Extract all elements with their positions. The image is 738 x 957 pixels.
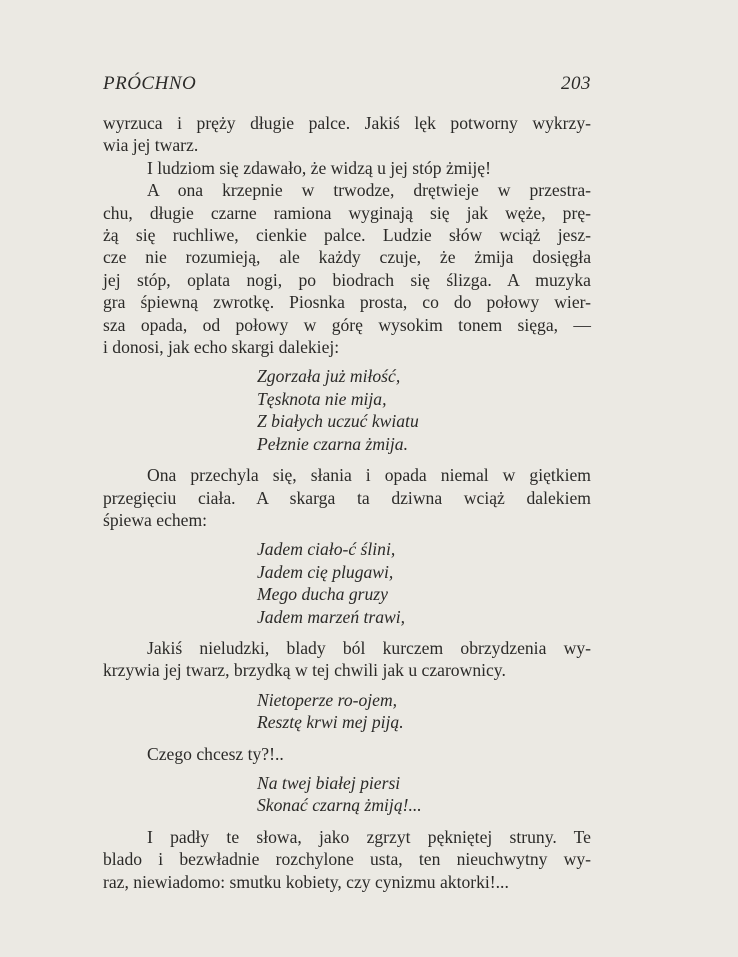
verse-line: Jadem cię plugawi, <box>257 561 394 582</box>
verse-line: Jadem ciało-ć ślini, <box>257 539 396 560</box>
text-line: i donosi, jak echo skargi dalekiej: <box>103 337 340 358</box>
verse-line: Na twej białej piersi <box>257 772 401 793</box>
text-line: wia jej twarz. <box>103 135 199 156</box>
verse-line: Zgorzała już miłość, <box>257 366 401 387</box>
text-line: wyrzuca i pręży długie palce. Jakiś lęk potworny wykrzy- <box>103 113 591 133</box>
text-line: A ona krzepnie w trwodze, drętwieje w przestra- <box>147 180 591 201</box>
text-line: Czego chcesz ty?!.. <box>147 743 284 764</box>
verse-line: Tęsknota nie mija, <box>257 388 387 409</box>
verse-line: Nietoperze ro-ojem, <box>257 689 398 710</box>
text-line: żą się ruchliwe, cienkie palce. Ludzie słów wciąż jesz- <box>103 225 591 246</box>
text-line: Ona przechyla się, słania i opada niemal w giętkiem <box>147 465 591 486</box>
page-number: 203 <box>561 73 591 94</box>
text-line: raz, niewiadomo: smutku kobiety, czy cynizmu aktorki!... <box>103 871 509 892</box>
text-line: sza opada, od połowy w górę wysokim tonem sięga, — <box>103 314 591 335</box>
text-line: Jakiś nieludzki, blady ból kurczem obrzydzenia wy- <box>147 637 591 658</box>
text-line: gra śpiewną zwrotkę. Piosnka prosta, co do połowy wier- <box>103 292 591 313</box>
text-line: chu, długie czarne ramiona wyginają się jak węże, prę- <box>103 202 591 223</box>
text-line: I padły te słowa, jako zgrzyt pękniętej struny. Te <box>147 826 591 847</box>
verse-line: Pełznie czarna żmija. <box>257 433 408 454</box>
text-line: śpiewa echem: <box>103 509 208 530</box>
text-line: blado i bezwładnie rozchylone usta, ten nieuchwytny wy- <box>103 849 591 870</box>
text-line: przegięciu ciała. A skarga ta dziwna wciąż dalekiem <box>103 487 591 508</box>
running-header <box>103 73 591 95</box>
text-line: cze nie rozumieją, ale każdy czuje, że żmija dosięgła <box>103 247 591 268</box>
text-line: krzywia jej twarz, brzydką w tej chwili jak u czarownicy. <box>103 660 506 681</box>
verse-line: Skonać czarną żmiją!... <box>257 795 422 816</box>
verse-line: Resztę krwi mej piją. <box>257 712 404 733</box>
text-line: jej stóp, oplata nogi, po biodrach się ślizga. A muzyka <box>103 269 591 290</box>
verse-line: Jadem marzeń trawi, <box>257 606 406 627</box>
running-title: PRÓCHNO <box>103 73 197 94</box>
verse-line: Mego ducha gruzy <box>257 584 388 605</box>
text-line: I ludziom się zdawało, że widzą u jej stóp żmiję! <box>147 157 491 178</box>
verse-line: Z białych uczuć kwiatu <box>257 411 419 432</box>
body-text <box>103 112 591 893</box>
